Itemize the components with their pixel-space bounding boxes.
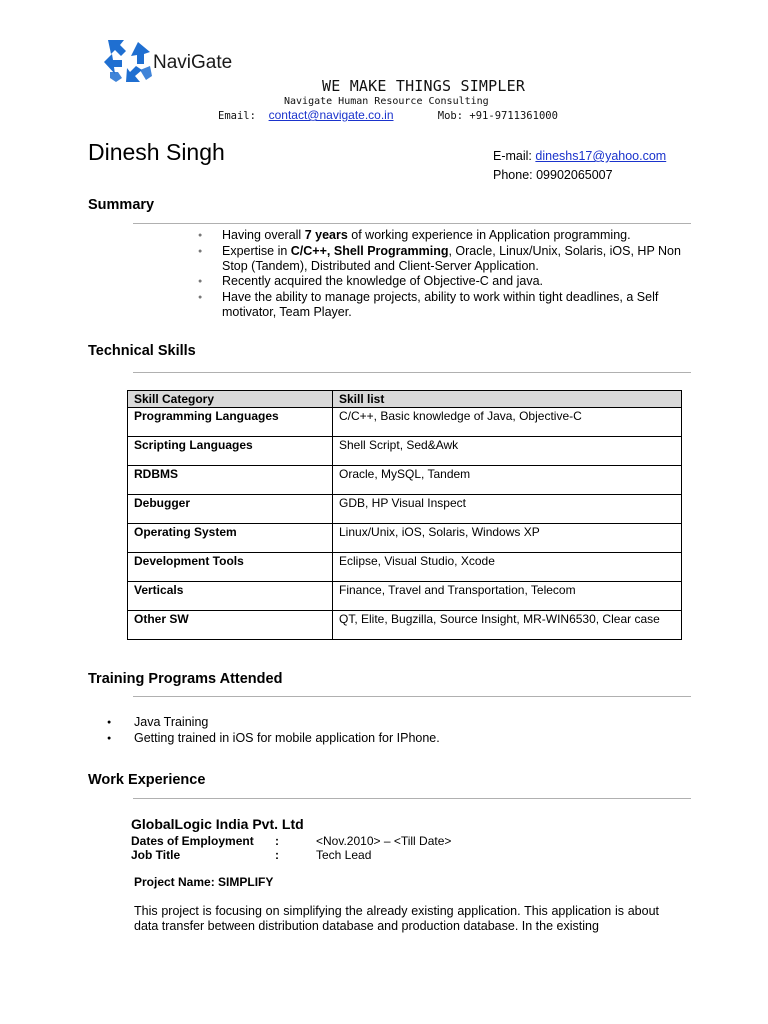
- skill-category: Operating System: [128, 524, 333, 553]
- training-divider: [133, 696, 691, 697]
- skills-divider: [133, 372, 691, 373]
- summary-item-text: Having overall: [222, 228, 305, 242]
- skills-header-category: Skill Category: [128, 391, 333, 408]
- table-row: [128, 611, 682, 640]
- table-row: [128, 437, 682, 466]
- dates-value: <Nov.2010> – <Till Date>: [316, 834, 452, 848]
- skill-list: GDB, HP Visual Inspect: [333, 495, 682, 524]
- job-title-colon: :: [275, 848, 279, 862]
- header-mob-label: Mob:: [437, 110, 464, 122]
- summary-item: [222, 228, 687, 243]
- skill-category: Development Tools: [128, 553, 333, 582]
- skill-list: Linux/Unix, iOS, Solaris, Windows XP: [333, 524, 682, 553]
- candidate-phone-line: [493, 168, 613, 182]
- candidate-phone: 09902065007: [536, 168, 613, 182]
- skills-table: [127, 390, 682, 640]
- candidate-email-line: [493, 149, 666, 163]
- skills-heading: Technical Skills: [88, 343, 196, 359]
- skill-list: Oracle, MySQL, Tandem: [333, 466, 682, 495]
- skill-list: Finance, Travel and Transportation, Telecom: [333, 582, 682, 611]
- training-item: ● Java Training: [134, 715, 674, 730]
- candidate-email-label: E-mail:: [493, 149, 532, 163]
- job-title-value: Tech Lead: [316, 848, 372, 862]
- job-title-label: Job Title: [131, 848, 181, 862]
- summary-item-text: Expertise in: [222, 243, 291, 258]
- skill-category: Verticals: [128, 582, 333, 611]
- skill-list: Eclipse, Visual Studio, Xcode: [333, 553, 682, 582]
- skill-category: Debugger: [128, 495, 333, 524]
- summary-item-text: Recently acquired the knowledge of Objective-C and java.: [222, 274, 544, 288]
- skill-category: RDBMS: [128, 466, 333, 495]
- tagline: WE MAKE THINGS SIMPLER: [322, 77, 526, 95]
- header-email-link[interactable]: contact@navigate.co.in: [268, 108, 394, 122]
- training-heading: Training Programs Attended: [88, 671, 283, 687]
- work-company: GlobalLogic India Pvt. Ltd: [131, 816, 304, 832]
- summary-heading: Summary: [88, 197, 155, 213]
- skill-list: Shell Script, Sed&Awk: [333, 437, 682, 466]
- candidate-name: Dinesh Singh: [88, 139, 225, 165]
- candidate-email-link[interactable]: dineshs17@yahoo.com: [535, 149, 667, 163]
- table-row: [128, 495, 682, 524]
- skill-list: C/C++, Basic knowledge of Java, Objective-C: [333, 408, 682, 437]
- dates-colon: :: [275, 834, 279, 848]
- logo-text: NaviGate: [153, 52, 233, 73]
- summary-item-text: of working experience in Application programming.: [347, 228, 631, 242]
- table-row: [128, 408, 682, 437]
- skills-table-header: [128, 391, 682, 408]
- skill-category: Other SW: [128, 611, 333, 640]
- project-description: This project is focusing on simplifying the already existing application. This application is about data transfer between distribution database and production database. In the existing: [134, 904, 659, 933]
- summary-item: [222, 290, 687, 320]
- skill-list: QT, Elite, Bugzilla, Source Insight, MR-WIN6530, Clear case: [333, 611, 682, 640]
- table-row: [128, 466, 682, 495]
- consulting-company: Navigate Human Resource Consulting: [284, 96, 489, 107]
- summary-divider: [133, 223, 691, 224]
- dates-label: Dates of Employment: [131, 834, 254, 848]
- summary-item-bold: 7 years: [304, 228, 348, 242]
- project-name: Project Name: SIMPLIFY: [134, 875, 274, 889]
- table-row: [128, 553, 682, 582]
- candidate-phone-label: Phone:: [493, 168, 533, 182]
- table-row: [128, 582, 682, 611]
- summary-item-text: , Oracle, Linux/Unix, Solaris, iOS, HP Non Stop (Tandem), Distributed and Client-Server Application.: [222, 243, 681, 273]
- summary-item: [222, 274, 687, 289]
- summary-list: [222, 228, 687, 320]
- skill-category: Programming Languages: [128, 408, 333, 437]
- header-mob: +91-9711361000: [469, 110, 558, 122]
- summary-item-text: Have the ability to manage projects, ability to work within tight deadlines, a Self motivator, Team Player.: [222, 289, 659, 319]
- table-row: [128, 524, 682, 553]
- training-list: [134, 715, 674, 746]
- header-contact-line: [218, 108, 558, 122]
- work-heading: Work Experience: [88, 772, 206, 788]
- summary-item: [222, 244, 687, 274]
- training-item: ● Getting trained in iOS for mobile application for IPhone.: [134, 731, 674, 746]
- work-divider: [133, 798, 691, 799]
- summary-item-bold: C/C++, Shell Programming: [290, 243, 449, 258]
- header-email-label: Email:: [218, 110, 256, 122]
- skill-category: Scripting Languages: [128, 437, 333, 466]
- skills-header-list: Skill list: [333, 391, 682, 408]
